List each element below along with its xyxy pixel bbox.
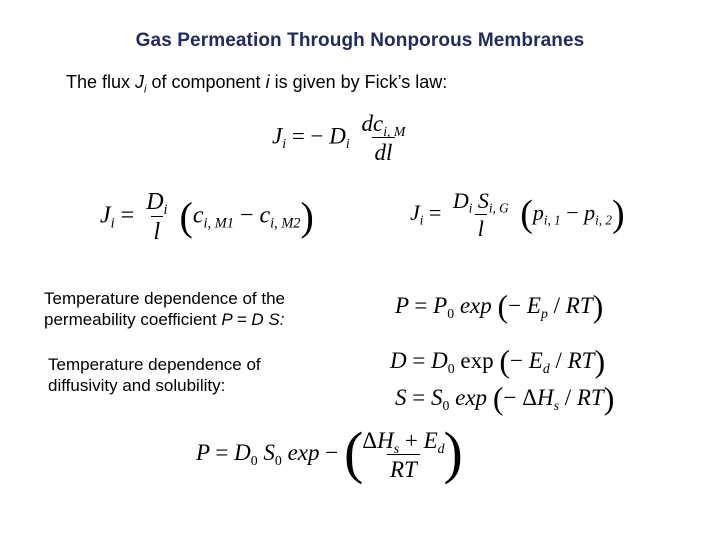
intro-var: i bbox=[265, 72, 270, 92]
intro-symbol: J bbox=[135, 72, 145, 92]
intro-mid: of component bbox=[146, 72, 266, 92]
diffusivity-solubility-label bbox=[48, 354, 261, 396]
intro-post: is given by Fick’s law: bbox=[269, 72, 448, 92]
permeability-label-line1: Temperature dependence of the bbox=[44, 289, 286, 308]
solubility-arrhenius-equation: $S = S_0$ exp (− $\Delta H_s / RT$) bbox=[395, 380, 615, 416]
diffusivity-arrhenius-equation: $D = D_0$ exp (− $E_d / RT$) bbox=[390, 343, 606, 379]
permeability-arrhenius-equation: $P = P_0$ exp (− $E_p / RT$) bbox=[395, 288, 604, 324]
permeability-label-line2: permeability coefficient bbox=[44, 310, 222, 329]
flux-pressure-equation: $J_i$ = $\frac{D_i S_{i, G}}{l}$ $(p_{i, 1} - p_{i, 2})$ bbox=[410, 188, 625, 241]
slide-title: Gas Permeation Through Nonporous Membranes bbox=[135, 30, 585, 51]
intro-pre: The flux bbox=[66, 72, 136, 92]
flux-concentration-equation: $J_i$ = $\frac{D_i}{l}$ $(c_{i, M1} - c_{i, M2})$ bbox=[100, 189, 314, 245]
permeability-temperature-label bbox=[44, 288, 285, 330]
intro-sentence bbox=[66, 72, 447, 96]
intro-symbol-sub: i bbox=[144, 83, 147, 96]
combined-permeability-equation: $P = D_0$ $S_0$ exp − ( $\frac{\Delta H_s + E_d}{RT}$ ) bbox=[196, 420, 463, 485]
permeability-label-expr: P = D S: bbox=[221, 310, 285, 329]
diff-sol-label-line2: diffusivity and solubility: bbox=[48, 376, 226, 395]
diff-sol-label-line1: Temperature dependence of bbox=[48, 355, 261, 374]
ficks-law-equation: $J_i$ = − $D_i$ $\frac{dc_{i, M}}{dl}$ bbox=[272, 111, 406, 165]
